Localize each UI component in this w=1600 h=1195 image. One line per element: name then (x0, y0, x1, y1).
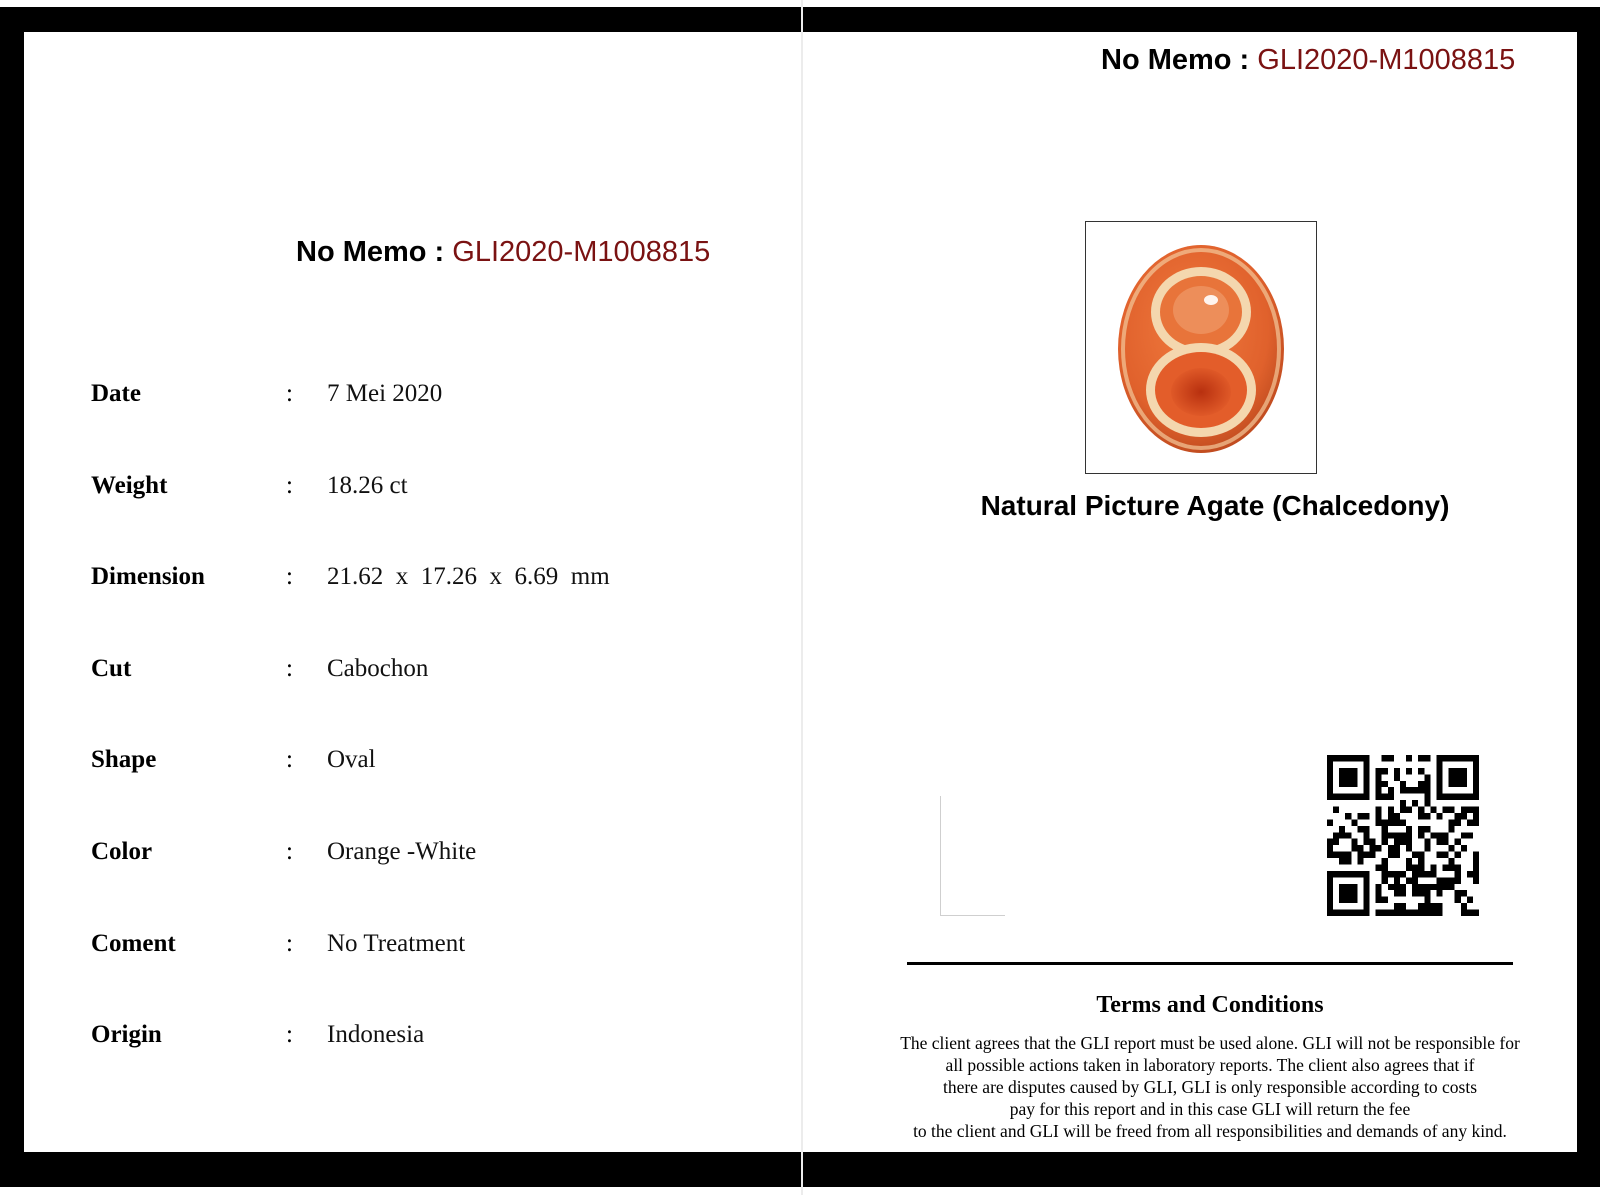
terms-line: all possible actions taken in laboratory reports. The client also agrees that if (945, 1055, 1475, 1075)
spec-row-origin (91, 1021, 791, 1061)
spec-row-shape (91, 746, 791, 786)
spec-label: Shape (91, 746, 157, 773)
spec-value: Indonesia (327, 1021, 425, 1048)
spec-colon: : (286, 746, 293, 773)
spec-colon: : (286, 655, 293, 682)
spec-row-cut (91, 655, 791, 695)
spec-value: 18.26 ct (327, 472, 408, 499)
memo-value: GLI2020-M1008815 (1257, 44, 1516, 76)
spec-value: 7 Mei 2020 (327, 380, 443, 407)
spec-label: Color (91, 838, 153, 865)
spec-colon: : (286, 472, 293, 499)
agate-stone-image (1086, 222, 1316, 473)
terms-line: The client agrees that the GLI report must be used alone. GLI will not be responsible for (900, 1033, 1520, 1053)
terms-line: to the client and GLI will be freed from all responsibilities and demands of any kind. (913, 1121, 1507, 1141)
spec-label: Weight (91, 472, 168, 499)
spec-colon: : (286, 838, 293, 865)
terms-line: pay for this report and in this case GLI will return the fee (1009, 1099, 1411, 1119)
memo-value: GLI2020-M1008815 (452, 236, 711, 268)
terms-line: there are disputes caused by GLI, GLI is only responsible according to costs (942, 1077, 1478, 1097)
spec-value: No Treatment (327, 930, 466, 957)
spec-value: Oval (327, 746, 376, 773)
spec-value: Cabochon (327, 655, 429, 682)
spec-label: Date (91, 380, 141, 407)
spec-label: Dimension (91, 563, 205, 590)
spec-label: Cut (91, 655, 132, 682)
page-fold-divider (801, 0, 803, 1195)
qr-code-icon[interactable] (1327, 755, 1479, 916)
terms-title: Terms and Conditions (1096, 992, 1324, 1018)
stone-identification: Natural Picture Agate (Chalcedony) (980, 490, 1450, 521)
spec-row-date (91, 380, 791, 420)
spec-row-weight (91, 472, 791, 512)
memo-label: No Memo : (296, 236, 445, 268)
memo-label: No Memo : (1101, 44, 1250, 76)
spec-label: Origin (91, 1021, 162, 1048)
spec-value: 21.62 x 17.26 x 6.69 mm (327, 563, 610, 590)
spec-value: Orange -White (327, 838, 477, 865)
terms-divider (907, 962, 1513, 965)
spec-row-comment (91, 930, 791, 970)
spec-colon: : (286, 930, 293, 957)
gemstone-photo (1085, 221, 1317, 474)
spec-colon: : (286, 1021, 293, 1048)
memo-number-left (296, 236, 710, 269)
spec-row-color (91, 838, 791, 878)
qr-code-graphic (1327, 755, 1479, 916)
spec-colon: : (286, 380, 293, 407)
spec-colon: : (286, 563, 293, 590)
spec-row-dimension (91, 563, 791, 603)
spec-label: Coment (91, 930, 176, 957)
memo-number-right (1101, 44, 1515, 77)
signature-area (940, 796, 1005, 916)
